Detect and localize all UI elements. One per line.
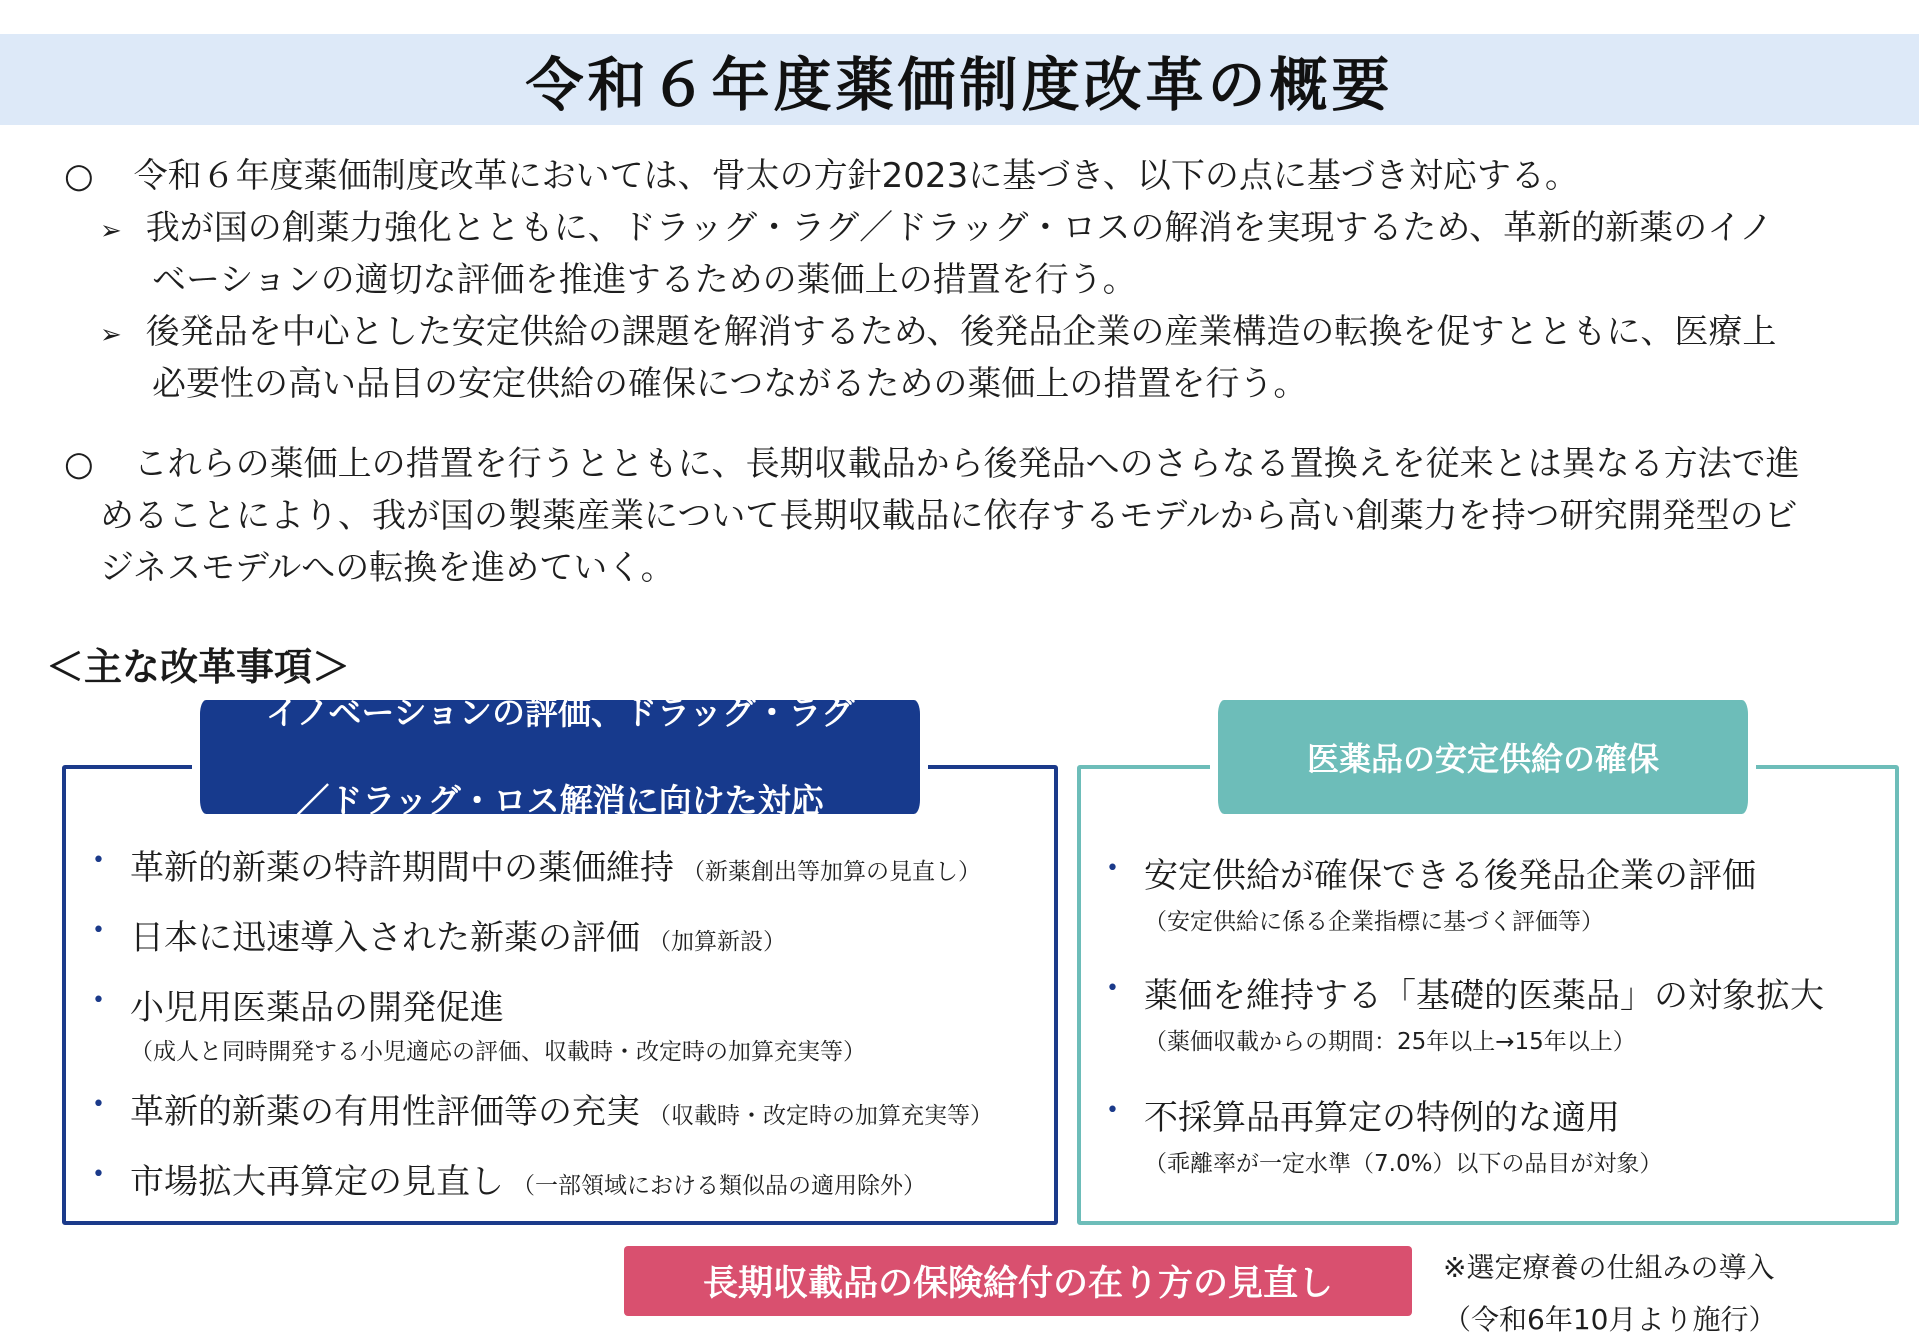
intro-p1-text: 令和６年度薬価制度改革においては、骨太の方針2023に基づき、以下の点に基づき対応する。 bbox=[133, 156, 1579, 196]
list-item bbox=[1106, 848, 1886, 968]
title-bar bbox=[0, 34, 1919, 125]
item-note: （安定供給に係る企業指標に基づく評価等） bbox=[1144, 909, 1604, 935]
intro-sub-bullet-1 bbox=[100, 202, 1773, 257]
intro-paragraph-2-line2 bbox=[100, 490, 1798, 542]
item-main: 薬価を維持する「基礎的医薬品」の対象拡大 bbox=[1144, 976, 1824, 1016]
supply-list bbox=[1106, 848, 1886, 1200]
sub1-line1: 我が国の創薬力強化とともに、ドラッグ・ラグ／ドラッグ・ロスの解消を実現するため、革新的新薬のイノ bbox=[145, 208, 1774, 248]
intro-sub-bullet-2 bbox=[100, 306, 1776, 361]
item-note: （薬価収載からの期間：25年以上→15年以上） bbox=[1144, 1029, 1636, 1055]
list-item bbox=[92, 980, 1042, 1084]
innovation-heading-line2: ／ドラッグ・ロス解消に向けた対応 bbox=[296, 781, 824, 820]
sub2-line2: 必要性の高い品目の安定供給の確保につながるための薬価上の措置を行う。 bbox=[152, 364, 1308, 404]
item-note: （一部領域における類似品の適用除外） bbox=[512, 1173, 926, 1199]
long-listed-review-banner: 長期収載品の保険給付の在り方の見直し bbox=[624, 1246, 1412, 1316]
innovation-list bbox=[92, 840, 1042, 1224]
p2-line2: めることにより、我が国の製薬産業について長期収載品に依存するモデルから高い創薬力を持つ研究開発型のビ bbox=[100, 496, 1798, 536]
bullet-icon: • bbox=[92, 1092, 105, 1117]
circle-bullet-icon: ○ bbox=[64, 156, 94, 196]
bullet-icon: • bbox=[92, 848, 105, 873]
list-item bbox=[92, 1154, 1042, 1224]
circle-bullet-icon: ○ bbox=[64, 444, 94, 484]
bullet-icon: • bbox=[1106, 856, 1119, 881]
item-main: 革新的新薬の有用性評価等の充実 bbox=[130, 1092, 640, 1132]
bullet-icon: • bbox=[92, 1162, 105, 1187]
item-note: （新薬創出等加算の見直し） bbox=[682, 859, 981, 885]
bullet-icon: • bbox=[1106, 1098, 1119, 1123]
item-main: 小児用医薬品の開発促進 bbox=[130, 988, 504, 1028]
item-note: （収載時・改定時の加算充実等） bbox=[648, 1103, 993, 1129]
section-title: ＜主な改革事項＞ bbox=[46, 645, 351, 689]
selective-care-note: ※選定療養の仕組みの導入 bbox=[1443, 1251, 1775, 1284]
intro-sub-bullet-2-cont bbox=[152, 358, 1307, 410]
p2-line3: ジネスモデルへの転換を進めていく。 bbox=[100, 548, 675, 588]
arrow-bullet-icon: ➢ bbox=[100, 320, 122, 350]
item-main: 安定供給が確保できる後発品企業の評価 bbox=[1144, 856, 1756, 896]
bullet-icon: • bbox=[92, 988, 105, 1013]
arrow-bullet-icon: ➢ bbox=[100, 216, 122, 246]
innovation-heading-line1: イノベーションの評価、ドラッグ・ラグ bbox=[265, 693, 855, 732]
innovation-heading bbox=[192, 693, 928, 820]
supply-heading: 医薬品の安定供給の確保 bbox=[1210, 700, 1756, 814]
effective-date-note: （令和6年10月より施行） bbox=[1443, 1303, 1777, 1336]
bullet-icon: • bbox=[92, 918, 105, 943]
intro-sub-bullet-1-cont bbox=[152, 254, 1137, 306]
intro-paragraph-2 bbox=[64, 438, 1800, 490]
item-main: 市場拡大再算定の見直し bbox=[130, 1162, 504, 1202]
list-item bbox=[1106, 1090, 1886, 1200]
page-title: 令和６年度薬価制度改革の概要 bbox=[525, 50, 1394, 119]
item-note: （乖離率が一定水準（7.0%）以下の品目が対象） bbox=[1144, 1151, 1663, 1177]
intro-paragraph-1 bbox=[64, 150, 1579, 202]
list-item bbox=[92, 910, 1042, 980]
list-item bbox=[92, 1084, 1042, 1154]
item-note: （成人と同時開発する小児適応の評価、収載時・改定時の加算充実等） bbox=[130, 1039, 866, 1065]
bullet-icon: • bbox=[1106, 976, 1119, 1001]
intro-paragraph-2-line3 bbox=[100, 542, 675, 594]
list-item bbox=[1106, 968, 1886, 1090]
item-main: 革新的新薬の特許期間中の薬価維持 bbox=[130, 848, 674, 888]
sub2-line1: 後発品を中心とした安定供給の課題を解消するため、後発品企業の産業構造の転換を促すとともに、医療上 bbox=[145, 312, 1777, 352]
p2-line1: これらの薬価上の措置を行うとともに、長期収載品から後発品へのさらなる置換えを従来とは異なる方法で進 bbox=[133, 444, 1800, 484]
sub1-line2: ベーションの適切な評価を推進するための薬価上の措置を行う。 bbox=[152, 260, 1137, 300]
item-note: （加算新設） bbox=[648, 929, 786, 955]
item-main: 日本に迅速導入された新薬の評価 bbox=[130, 918, 640, 958]
item-main: 不採算品再算定の特例的な適用 bbox=[1144, 1098, 1620, 1138]
list-item bbox=[92, 840, 1042, 910]
